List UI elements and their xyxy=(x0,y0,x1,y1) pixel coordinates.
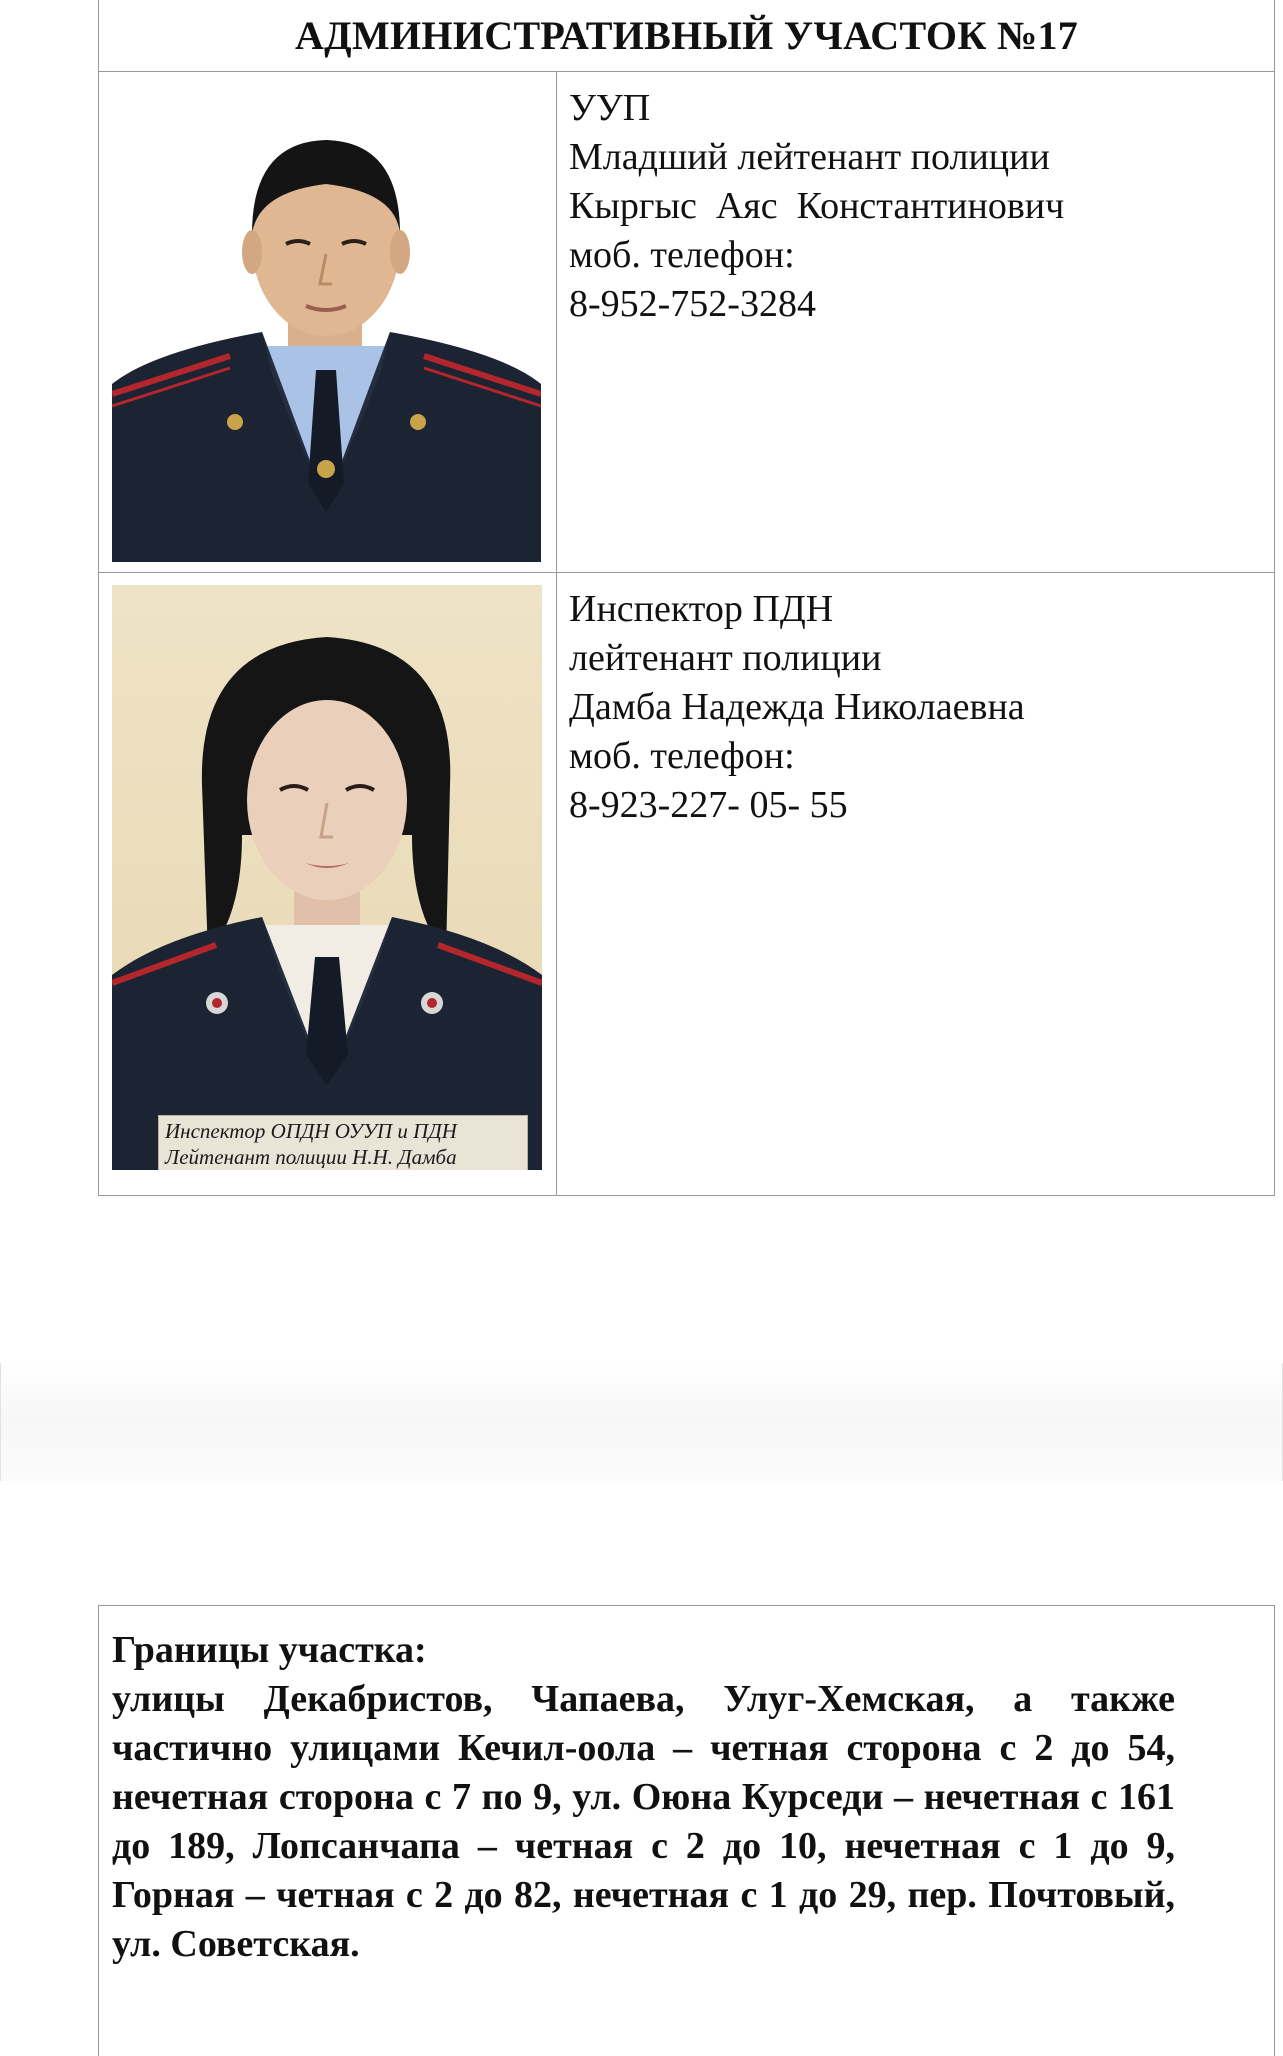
boundaries-block xyxy=(112,1626,1175,1969)
photo-caption-plate xyxy=(158,1115,528,1170)
inspector-name: Дамба Надежда Николаевна xyxy=(569,686,1025,728)
officer-rank: Младший лейтенант полиции xyxy=(569,136,1050,178)
inspector-row xyxy=(99,573,1274,1196)
precinct-title: АДМИНИСТРАТИВНЫЙ УЧАСТОК №17 xyxy=(99,0,1274,72)
boundaries-table xyxy=(98,1605,1275,2056)
phone-label: моб. телефон: xyxy=(569,735,795,777)
caption-line-1: Инспектор ОПДН ОУУП и ПДН xyxy=(165,1119,457,1143)
phone-number[interactable]: 8-923-227- 05- 55 xyxy=(569,784,848,826)
boundaries-heading: Границы участка: xyxy=(112,1629,427,1671)
caption-line-2: Лейтенант полиции Н.Н. Дамба xyxy=(165,1145,457,1169)
officer-info xyxy=(558,72,1274,572)
inspector-rank: лейтенант полиции xyxy=(569,637,882,679)
page-divider-band xyxy=(0,1363,1283,1481)
photo-cell xyxy=(99,72,557,572)
photo-cell xyxy=(99,573,557,1196)
inspector-portrait-icon xyxy=(112,585,542,1170)
phone-number[interactable]: 8-952-752-3284 xyxy=(569,283,816,325)
officer-portrait-icon xyxy=(112,84,541,562)
phone-label: моб. телефон: xyxy=(569,234,795,276)
inspector-position: Инспектор ПДН xyxy=(569,588,834,630)
inspector-info xyxy=(558,573,1274,1196)
boundaries-text: улицы Декабристов, Чапаева, Улуг-Хемская, а также частично улицами Кечил-оола – четная сторона с 2 до 54, нечетная сторона с 7 по 9, ул. Оюна Курседи – нечетная с 161 до 189, Лопсанчапа – четная с 2 до 10, нечетная с 1 до 9, Горная – четная с 2 до 82, нечетная с 1 до 29, пер. Почтовый, ул. Советская. xyxy=(112,1678,1175,1965)
officer-position: УУП xyxy=(569,87,651,129)
officer-row xyxy=(99,72,1274,573)
officer-name: Кыргыс Аяс Константинович xyxy=(569,185,1065,227)
precinct-table xyxy=(98,0,1275,1196)
